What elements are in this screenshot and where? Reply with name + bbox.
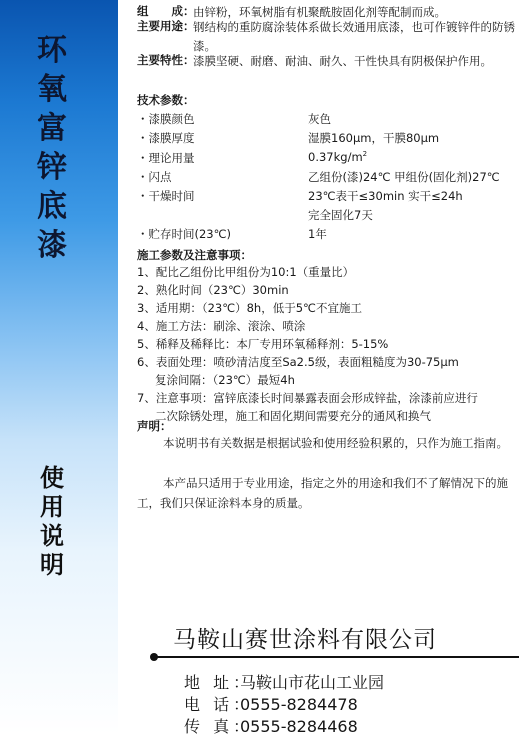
spec-value: 23℃表干≤30min 实干≤24h: [308, 189, 463, 203]
fax-label: 传 真：: [184, 717, 254, 736]
product-title-char: 氧: [37, 72, 67, 107]
statement-paragraph: [137, 473, 522, 513]
manual-title-char: 用: [40, 493, 64, 521]
statement-text: 本说明书有关数据是根据试验和使用经验积累的，只作为施工指南。: [163, 436, 508, 450]
spec-value: 1年: [308, 227, 327, 241]
usage-value: 钢结构的重防腐涂装体系做长效通用底漆，也可作镀锌件的防锈漆。: [193, 20, 515, 53]
spec-label: ・理论用量: [137, 151, 195, 165]
note-item: 2、熟化时间（23℃）30min: [137, 283, 289, 297]
note-item: 5、稀释及稀释比：本厂专用环氧稀释剂：5-15%: [137, 337, 389, 351]
composition-label: 组 成：: [137, 4, 195, 18]
product-title-char: 漆: [37, 228, 67, 263]
fax-value: 0555-8284468: [240, 717, 358, 736]
spec-label: ・漆膜颜色: [137, 112, 195, 126]
note-item: 7、注意事项：富锌底漆长时间暴露表面会形成锌盐，涂漆前应进行: [137, 391, 478, 405]
company-phone: [184, 692, 358, 715]
features-row: [137, 52, 525, 71]
manual-title-char: 说: [40, 522, 64, 550]
divider-dot: [150, 653, 158, 661]
address-value: 马鞍山市花山工业园: [240, 673, 385, 692]
spec-label: ・漆膜厚度: [137, 131, 195, 145]
statement-paragraph: [137, 433, 522, 453]
manual-title-char: 明: [40, 551, 64, 579]
spec-value-text: 0.37kg/m: [308, 150, 363, 164]
spec-label: ・干燥时间: [137, 189, 195, 203]
usage-row: [137, 18, 525, 56]
company-address: [184, 670, 384, 693]
note-item-continued: 二次除锈处理，施工和固化期间需要充分的通风和换气: [155, 409, 431, 423]
company-divider: [153, 656, 519, 658]
note-item: 4、施工方法：刷涂、滚涂、喷涂: [137, 319, 306, 333]
composition-value: 由锌粉，环氧树脂有机聚酰胺固化剂等配制而成。: [193, 5, 446, 19]
product-title-vertical: [22, 33, 82, 270]
spec-value: 湿膜160μm，干膜80μm: [308, 131, 440, 145]
spec-value: 灰色: [308, 112, 331, 126]
product-title-char: 锌: [37, 150, 67, 185]
construction-notes: [137, 263, 525, 425]
product-title-char: 富: [37, 111, 67, 146]
phone-label: 电 话：: [184, 695, 254, 714]
product-title-char: 环: [37, 33, 67, 68]
manual-title-vertical: [22, 466, 82, 582]
note-item: 3、适用期：（23℃）8h，低于5℃不宜施工: [137, 301, 362, 315]
note-item: 6、表面处理：喷砂清洁度至Sa2.5级，表面粗糙度为30-75μm: [137, 355, 459, 369]
phone-value: 0555-8284478: [240, 695, 358, 714]
features-label: 主要特性：: [137, 53, 195, 67]
spec-value-superscript: 2: [362, 150, 368, 159]
note-item: 1、配比乙组份比甲组份为10:1（重量比）: [137, 265, 355, 279]
manual-title-char: 使: [40, 464, 64, 492]
note-item-continued: 复涂间隔：（23℃）最短4h: [155, 373, 295, 387]
usage-label: 主要用途：: [137, 19, 195, 33]
features-value: 漆膜坚硬、耐磨、耐油、耐久、干性快具有阴极保护作用。: [193, 54, 492, 68]
spec-value: [308, 150, 367, 164]
spec-label: ・闪点: [137, 170, 172, 184]
statement-text: 本产品只适用于专业用途，指定之外的用途和我们不了解情况下的施工，我们只保证涂料本身的质量。: [137, 476, 508, 510]
address-label: 地 址：: [184, 673, 254, 692]
spec-label: ・贮存时间(23℃): [137, 227, 232, 241]
sidebar-panel: [0, 0, 118, 734]
product-title-char: 底: [37, 189, 67, 224]
construction-section-title: 施工参数及注意事项：: [137, 248, 252, 262]
company-name: 马鞍山赛世涂料有限公司: [173, 627, 437, 653]
spec-value: 完全固化7天: [308, 208, 373, 222]
statement-section-title: 声明：: [137, 419, 172, 433]
tech-section-title: 技术参数：: [137, 93, 195, 107]
spec-value: 乙组份(漆)24℃ 甲组份(固化剂)27℃: [308, 170, 500, 184]
